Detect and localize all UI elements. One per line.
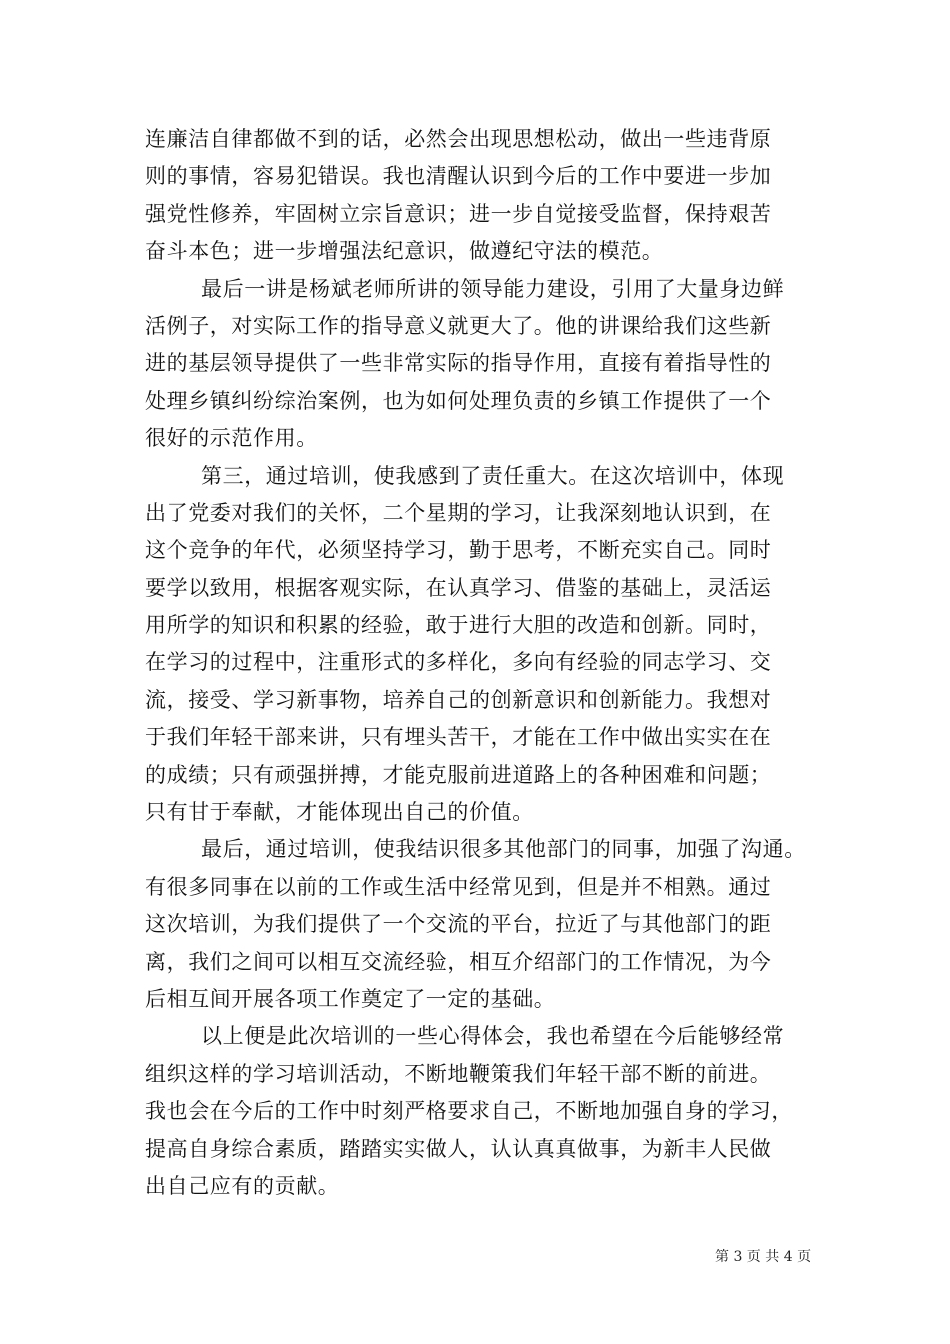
text-line: 要学以致用，根据客观实际，在认真学习、借鉴的基础上，灵活运 bbox=[145, 575, 772, 600]
text-line: 强党性修养，牢固树立宗旨意识；进一步自觉接受监督，保持艰苦 bbox=[145, 201, 772, 226]
text-line: 最后一讲是杨斌老师所讲的领导能力建设，引用了大量身边鲜 bbox=[201, 276, 785, 301]
text-line: 连廉洁自律都做不到的话，必然会出现思想松动，做出一些违背原 bbox=[145, 127, 772, 151]
text-line: 最后，通过培训，使我结识很多其他部门的同事，加强了沟通。 bbox=[201, 837, 806, 862]
text-line: 第三，通过培训，使我感到了责任重大。在这次培训中，体现 bbox=[201, 463, 785, 488]
text-line: 提高自身综合素质，踏踏实实做人，认认真真做事，为新丰人民做 bbox=[145, 1136, 772, 1161]
text-line: 处理乡镇纠纷综治案例，也为如何处理负责的乡镇工作提供了一个 bbox=[145, 388, 772, 413]
text-line: 出自己应有的贡献。 bbox=[145, 1173, 340, 1198]
text-line: 组织这样的学习培训活动，不断地鞭策我们年轻干部不断的前进。 bbox=[145, 1061, 772, 1086]
text-line: 活例子，对实际工作的指导意义就更大了。他的讲课给我们这些新 bbox=[145, 313, 772, 338]
text-line: 的成绩；只有顽强拼搏，才能克服前进道路上的各种困难和问题； bbox=[145, 762, 772, 787]
page-number-footer: 第 3 页 共 4 页 bbox=[715, 1249, 812, 1265]
text-line: 很好的示范作用。 bbox=[145, 426, 318, 451]
text-line: 用所学的知识和积累的经验，敢于进行大胆的改造和创新。同时， bbox=[145, 613, 772, 638]
text-line: 进的基层领导提供了一些非常实际的指导作用，直接有着指导性的 bbox=[145, 351, 772, 376]
paragraph-3 bbox=[145, 458, 815, 832]
document-body bbox=[145, 121, 815, 1205]
text-line: 只有甘于奉献，才能体现出自己的价值。 bbox=[145, 800, 534, 825]
text-line: 于我们年轻干部来讲，只有埋头苦干，才能在工作中做出实实在在 bbox=[145, 725, 772, 750]
text-line: 我也会在今后的工作中时刻严格要求自己，不断地加强自身的学习， bbox=[145, 1099, 793, 1124]
text-line: 出了党委对我们的关怀，二个星期的学习，让我深刻地认识到，在 bbox=[145, 500, 772, 525]
paragraph-1 bbox=[145, 121, 815, 271]
paragraph-4 bbox=[145, 831, 815, 1018]
text-line: 有很多同事在以前的工作或生活中经常见到，但是并不相熟。通过 bbox=[145, 874, 772, 899]
text-line: 这个竞争的年代，必须坚持学习，勤于思考，不断充实自己。同时 bbox=[145, 538, 772, 563]
text-line: 流，接受、学习新事物，培养自己的创新意识和创新能力。我想对 bbox=[145, 687, 772, 712]
text-line: 则的事情，容易犯错误。我也清醒认识到今后的工作中要进一步加 bbox=[145, 164, 772, 189]
paragraph-5 bbox=[145, 1018, 815, 1205]
text-line: 在学习的过程中，注重形式的多样化，多向有经验的同志学习、交 bbox=[145, 650, 772, 675]
text-line: 这次培训，为我们提供了一个交流的平台，拉近了与其他部门的距 bbox=[145, 912, 772, 937]
text-line: 奋斗本色；进一步增强法纪意识，做遵纪守法的模范。 bbox=[145, 239, 664, 264]
text-line: 离，我们之间可以相互交流经验，相互介绍部门的工作情况，为今 bbox=[145, 949, 772, 974]
text-line: 后相互间开展各项工作奠定了一定的基础。 bbox=[145, 986, 556, 1011]
paragraph-2 bbox=[145, 271, 815, 458]
text-line: 以上便是此次培训的一些心得体会，我也希望在今后能够经常 bbox=[201, 1024, 785, 1049]
